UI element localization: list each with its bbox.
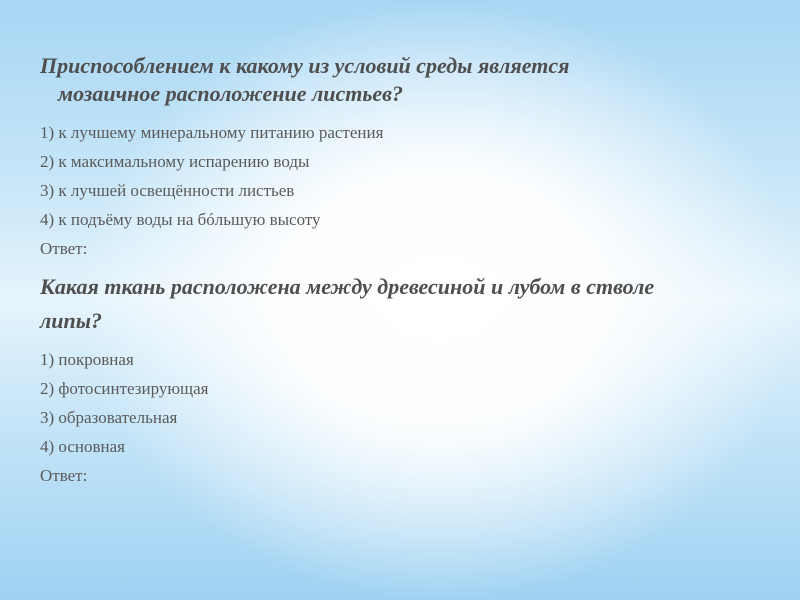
question-1-option-3: 3) к лучшей освещённости листьев <box>40 181 295 200</box>
question-1-line-1: Приспособлением к какому из условий среды является <box>40 53 570 78</box>
question-2-option-4: 4) основная <box>40 437 125 456</box>
question-2-text: Какая ткань расположена между древесиной и лубом в стволе липы? <box>40 274 655 333</box>
question-1-text <box>40 52 730 108</box>
question-1-option-1: 1) к лучшему минеральному питанию растения <box>40 123 384 142</box>
question-2-options <box>40 345 209 490</box>
question-2-option-2: 2) фотосинтезирующая <box>40 379 209 398</box>
question-1-line-2: мозаичное расположение листьев? <box>58 81 404 106</box>
question-2-option-1: 1) покровная <box>40 350 134 369</box>
question-2-option-3: 3) образовательная <box>40 408 178 427</box>
question-1-answer-label: Ответ: <box>40 239 88 258</box>
question-1-options <box>40 118 383 263</box>
question-1-option-2: 2) к максимальному испарению воды <box>40 152 310 171</box>
question-1-option-4: 4) к подъёму воды на бóльшую высоту <box>40 210 321 229</box>
question-2-answer-label: Ответ: <box>40 466 88 485</box>
